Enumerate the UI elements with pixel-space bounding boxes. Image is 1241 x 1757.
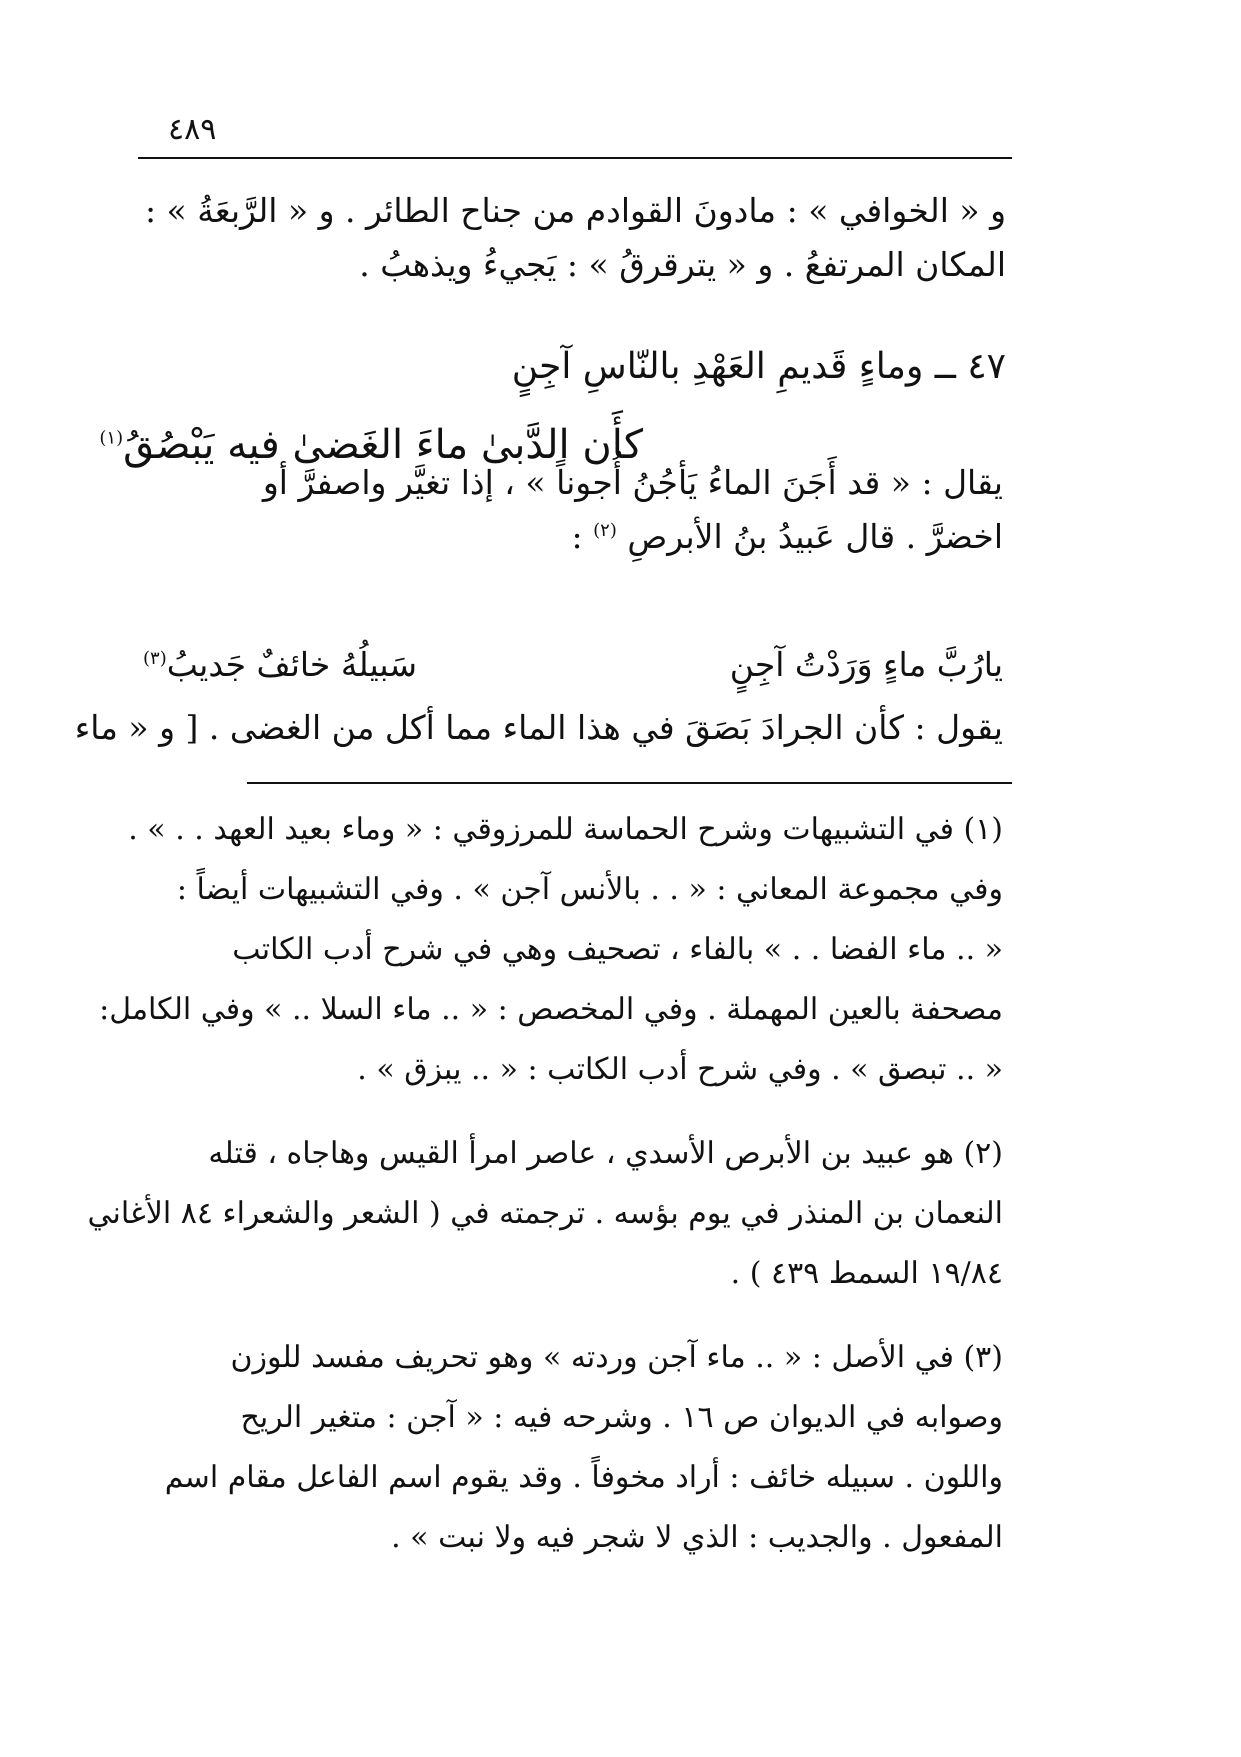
footnote-2-line-1: (٢) هو عبيد بن الأبرص الأسدي ، عاصر امرأ القيس وهاجاه ، قتله [208, 1136, 1003, 1171]
footnote-1-line-4: مصحفة بالعين المهملة . وفي المخصص : « .. ماء السلا .. » وفي الكامل: [99, 992, 1003, 1027]
abid-colon: : [571, 517, 583, 556]
footnote-1-line-1: (١) في التشبيهات وشرح الحماسة للمرزوقي : « وماء بعيد العهد . . » . [128, 812, 1003, 847]
header-rule [138, 157, 1012, 159]
abid-couplet [143, 640, 1003, 690]
body-line-2: المكان المرتفعُ . و « يترقرقُ » : يَجيءُ ويذهبُ . [359, 245, 1006, 284]
footnote-separator [247, 782, 1012, 784]
footnote-2-line-3: ١٩/٨٤ السمط ٤٣٩ ) . [730, 1256, 1003, 1291]
footnote-1-line-2: وفي مجموعة المعاني : « . . بالأنس آجن » . وفي التشبيهات أيضاً : [176, 872, 1003, 907]
body-line-4 [143, 512, 1003, 562]
verse-47-first-hemistich: ٤٧ ــ وماءٍ قَديمِ العَهْدِ بالنّاسِ آجِنٍ [511, 346, 1006, 387]
footnote-1-line-3: « .. ماء الفضا . . » بالفاء ، تصحيف وهي في شرح أدب الكاتب [232, 932, 1003, 967]
couplet-second-hemistich [143, 640, 417, 690]
body-line-3: يقال : « قد أَجَنَ الماءُ يَأجُنُ أُجوناً » ، إذا تغيَّر واصفرَّ أو [262, 463, 1003, 502]
footnote-3-line-1: (٣) في الأصل : « .. ماء آجن وردته » وهو تحريف مفسد للوزن [230, 1340, 1003, 1375]
couplet-second-text: سَبيلُهُ خائفٌ جَديبُ [166, 645, 418, 684]
body-line-1: و « الخوافي » : مادونَ القوادم من جناح الطائر . و « الرَّبعَةُ » : [144, 191, 1006, 230]
footnote-1-line-5: « .. تبصق » . وفي شرح أدب الكاتب : « .. يبزق » . [357, 1052, 1003, 1087]
footnote-3-line-3: واللون . سبيله خائف : أراد مخوفاً . وقد يقوم اسم الفاعل مقام اسم [164, 1460, 1003, 1495]
couplet-first-hemistich: يارُبَّ ماءٍ وَرَدْتُ آجِنٍ [729, 645, 1003, 684]
page-number: ٤٨٩ [168, 112, 217, 147]
footnote-ref-1: (١) [99, 427, 124, 449]
abid-intro: اخضرَّ . قال عَبيدُ بنُ الأبرصِ [627, 517, 1003, 556]
footnote-3-line-4: المفعول . والجديب : الذي لا شجر فيه ولا نبت » . [391, 1520, 1003, 1555]
verse-47-second-text: كأَن الدَّبىٰ ماءَ الغَضىٰ فيه يَبْصُقُ [123, 422, 643, 468]
footnote-3-line-2: وصوابه في الديوان ص ١٦ . وشرحه فيه : « آجن : متغير الريح [240, 1400, 1003, 1435]
footnote-2-line-2: النعمان بن المنذر في يوم بؤسه . ترجمته في ( الشعر والشعراء ٨٤ الأغاني [87, 1196, 1003, 1231]
footnote-ref-3: (٣) [143, 648, 167, 669]
body-line-last: يقول : كأن الجرادَ بَصَقَ في هذا الماء مما أكل من الغضى . [ و « ماء [74, 708, 1003, 747]
footnote-ref-2: (٢) [593, 520, 617, 541]
